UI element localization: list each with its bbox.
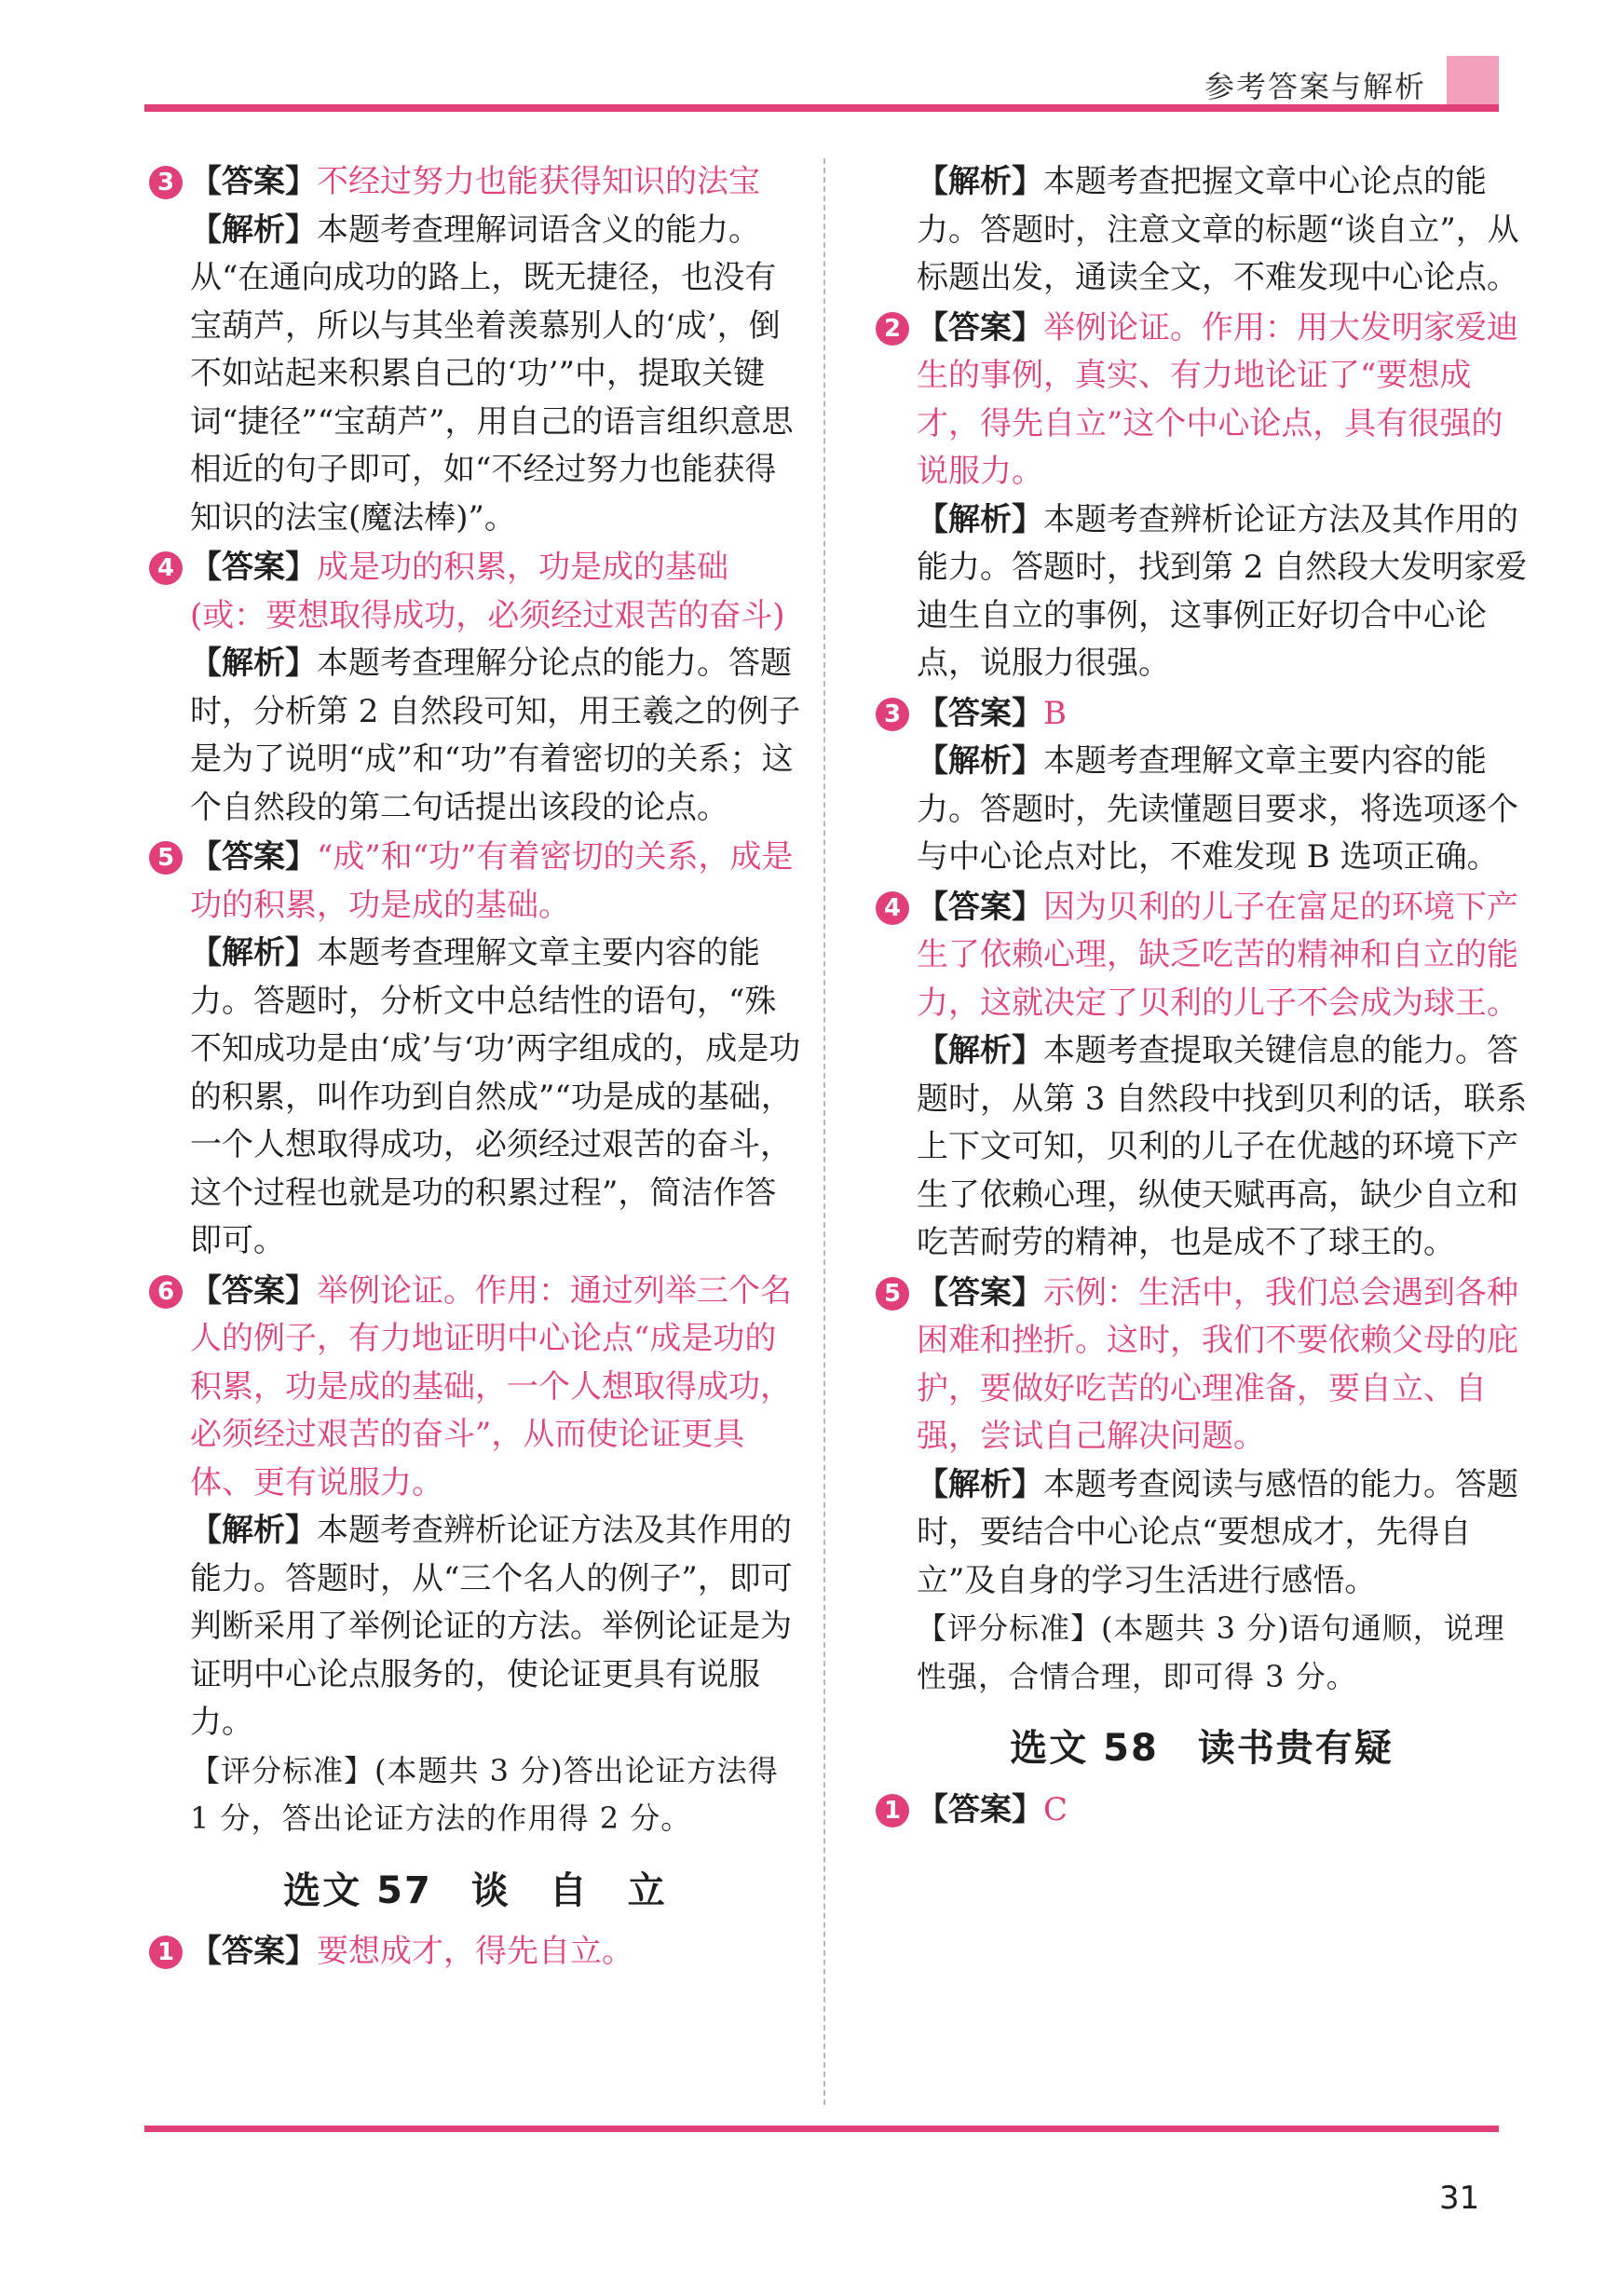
header-title: 参考答案与解析 (1204, 69, 1426, 104)
answer-line (917, 1787, 1528, 1835)
answer-tag: 【答案】 (917, 1273, 1043, 1311)
answer-item-4 (876, 884, 1528, 1268)
answer-text: 要想成才，得先自立。 (317, 1933, 633, 1970)
section-title-57: 选文 57 谈 自 立 (283, 1868, 667, 1912)
item-number-badge: 1 (876, 1794, 909, 1827)
analysis-text: 本题考查理解文章主要内容的能力。答题时，分析文中总结性的语句，“殊不知成功是由‘成’与‘功’两字组成的，成是功的积累，叫作功到自然成”“功是成的基础，一个人想取得成功，必须经过艰苦的奋斗，这个过程也就是功的积累过程”，简洁作答即可。 (190, 934, 801, 1259)
analysis-line (917, 738, 1528, 882)
analysis-tag: 【解析】 (190, 934, 317, 971)
answer-tag: 【答案】 (190, 1933, 317, 1970)
analysis-line (190, 1507, 801, 1747)
analysis-line (917, 1461, 1528, 1606)
answer-text: 不经过努力也能获得知识的法宝 (317, 163, 760, 200)
analysis-line (917, 158, 1528, 303)
answer-line (190, 544, 801, 640)
answer-item-4 (149, 544, 801, 832)
answer-line (190, 1268, 801, 1508)
answer-tag: 【答案】 (190, 838, 317, 876)
analysis-text: 本题考查辨析论证方法及其作用的能力。答题时，从“三个名人的例子”，即可判断采用了举例论证的方法。举例论证是为证明中心论点服务的，使论证更具有说服力。 (190, 1512, 793, 1741)
item-number-badge: 4 (149, 551, 183, 585)
answer-text: 因为贝利的儿子在富足的环境下产生了依赖心理，缺乏吃苦的精神和自立的能力，这就决定了贝利的儿子不会成为球王。 (917, 888, 1518, 1022)
grading-tag: 【评分标准】 (190, 1752, 375, 1788)
analysis-tag: 【解析】 (917, 163, 1043, 200)
item-number-badge: 4 (876, 891, 909, 925)
item-number-badge: 3 (876, 698, 909, 731)
item-number-badge: 5 (149, 841, 183, 875)
grading-line (190, 1747, 801, 1843)
answer-tag: 【答案】 (190, 1271, 317, 1310)
answer-text: 示例：生活中，我们总会遇到各种困难和挫折。这时，我们不要依赖父母的庇护，要做好吃苦的心理准备，要自立、自强，尝试自己解决问题。 (917, 1273, 1518, 1455)
left-column (149, 158, 801, 1978)
answer-tag: 【答案】 (917, 888, 1043, 926)
answer-item-5 (149, 834, 801, 1266)
answer-line (917, 884, 1528, 1028)
answer-line (917, 1270, 1528, 1461)
analysis-line (190, 930, 801, 1266)
answer-tag: 【答案】 (190, 549, 317, 586)
answer-text: 举例论证。作用：通过列举三个名人的例子，有力地证明中心论点“成是功的积累，功是成的基础，一个人想取得成功，必须经过艰苦的奋斗”，从而使论证更具体、更有说服力。 (190, 1271, 792, 1501)
analysis-line (917, 1027, 1528, 1268)
answer-tag: 【答案】 (190, 163, 317, 200)
analysis-tag: 【解析】 (917, 1032, 1043, 1069)
analysis-tag: 【解析】 (917, 742, 1043, 780)
answer-item-1 (876, 1787, 1528, 1835)
analysis-tag: 【解析】 (190, 211, 317, 249)
analysis-line (917, 496, 1528, 688)
analysis-text: 本题考查理解分论点的能力。答题时，分析第 2 自然段可知，用王羲之的例子是为了说明“成”和“功”有着密切的关系；这个自然段的第二句话提出该段的论点。 (190, 645, 801, 826)
item-number-badge: 3 (149, 166, 183, 199)
answer-text: 举例论证。作用：用大发明家爱迪生的事例，真实、有力地论证了“要想成才，得先自立”这个中心论点，具有很强的说服力。 (917, 308, 1518, 490)
answer-line (917, 305, 1528, 496)
answer-line (917, 690, 1528, 739)
footer-rule (144, 2126, 1499, 2132)
item-number-badge: 6 (149, 1275, 183, 1309)
answer-tag: 【答案】 (917, 694, 1043, 732)
answer-text: “成”和“功”有着密切的关系，成是功的积累，功是成的基础。 (190, 838, 794, 924)
answer-text: B (1043, 694, 1067, 732)
answer-text: C (1043, 1790, 1068, 1828)
header-color-tab (1447, 56, 1499, 108)
analysis-line (190, 207, 801, 543)
answer-item-6 (149, 1268, 801, 1843)
right-column (876, 158, 1528, 1836)
answer-item-3 (876, 690, 1528, 882)
answer-line (190, 1928, 801, 1977)
grading-line (917, 1605, 1528, 1701)
analysis-text: 本题考查阅读与感悟的能力。答题时，要结合中心论点“要想成才，先得自立”及自身的学习生活进行感悟。 (917, 1465, 1518, 1599)
answer-text: 成是功的积累，功是成的基础(或：要想取得成功，必须经过艰苦的奋斗) (190, 549, 785, 634)
item-number-badge: 1 (149, 1936, 183, 1969)
answer-line (190, 158, 801, 207)
answer-line (190, 834, 801, 930)
analysis-text: 本题考查理解文章主要内容的能力。答题时，先读懂题目要求，将选项逐个与中心论点对比，不难发现 B 选项正确。 (917, 742, 1518, 876)
column-divider (823, 158, 825, 2105)
analysis-line (190, 640, 801, 832)
analysis-text: 本题考查把握文章中心论点的能力。答题时，注意文章的标题“谈自立”，从标题出发，通读全文，不难发现中心论点。 (917, 163, 1519, 296)
grading-text: (本题共 3 分)语句通顺，说理性强，合情合理，即可得 3 分。 (917, 1610, 1505, 1694)
page-number: 31 (1439, 2180, 1480, 2217)
analysis-tag: 【解析】 (190, 645, 317, 682)
page-header (144, 56, 1499, 112)
analysis-text: 本题考查提取关键信息的能力。答题时，从第 3 自然段中找到贝利的话，联系上下文可知，贝利的儿子在优越的环境下产生了依赖心理，纵使天赋再高，缺少自立和吃苦耐劳的精神，也是成不了球王的。 (917, 1032, 1528, 1261)
analysis-text: 本题考查理解词语含义的能力。从“在通向成功的路上，既无捷径，也没有宝葫芦，所以与其坐着羡慕别人的‘成’，倒不如站起来积累自己的‘功’”中，提取关键词“捷径”“宝葫芦”，用自己的语言组织意思相近的句子即可，如“不经过努力也能获得知识的法宝(魔法棒)”。 (190, 211, 794, 537)
analysis-text: 本题考查辨析论证方法及其作用的能力。答题时，找到第 2 自然段大发明家爱迪生自立的事例，这事例正好切合中心论点，说服力很强。 (917, 500, 1528, 682)
analysis-tag: 【解析】 (190, 1512, 317, 1549)
header-rule (144, 104, 1499, 112)
analysis-tag: 【解析】 (917, 500, 1043, 538)
answer-item-3 (149, 158, 801, 542)
lead-analysis (876, 158, 1528, 303)
answer-tag: 【答案】 (917, 1790, 1043, 1828)
answer-item-5 (876, 1270, 1528, 1702)
answer-tag: 【答案】 (917, 308, 1043, 346)
answer-item-2 (876, 305, 1528, 688)
item-number-badge: 2 (876, 312, 909, 346)
grading-tag: 【评分标准】 (917, 1610, 1102, 1646)
item-number-badge: 5 (876, 1277, 909, 1311)
analysis-tag: 【解析】 (917, 1465, 1043, 1503)
answer-item-1 (149, 1928, 801, 1977)
section-title-58: 选文 58 读书贵有疑 (1010, 1727, 1394, 1770)
grading-text: (本题共 3 分)答出论证方法得 1 分，答出论证方法的作用得 2 分。 (190, 1752, 779, 1836)
